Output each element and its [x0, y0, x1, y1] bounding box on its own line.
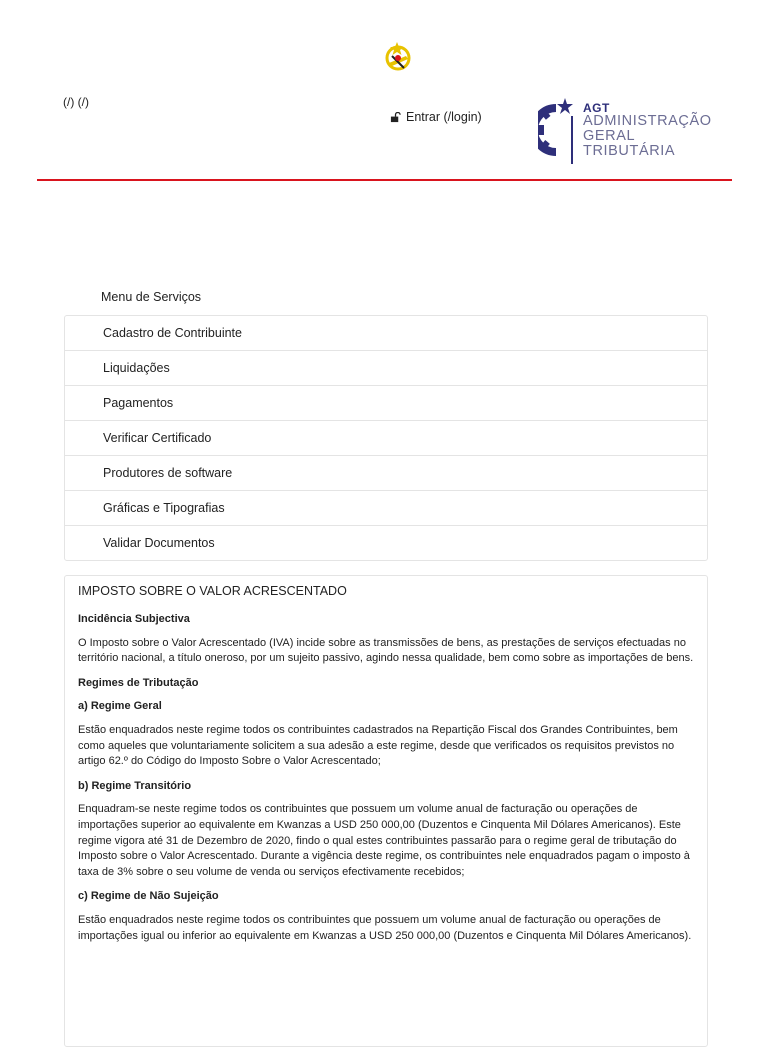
menu-item-produtores-software[interactable]: Produtores de software [65, 456, 707, 491]
logo-line-1: ADMINISTRAÇÃO [583, 112, 712, 129]
menu-item-validar-documentos[interactable]: Validar Documentos [103, 536, 215, 550]
menu-title: Menu de Serviços [101, 290, 202, 304]
regimes-heading: Regimes de Tributação [78, 676, 199, 689]
iva-article-panel [64, 575, 708, 1047]
agt-logo [538, 94, 712, 166]
article-body [65, 606, 707, 944]
header-divider [37, 179, 732, 181]
regime-a-heading: a) Regime Geral [78, 700, 162, 713]
menu-item-graficas-tipografias[interactable]: Gráficas e Tipografias [65, 491, 707, 526]
article-title: IMPOSTO SOBRE O VALOR ACRESCENTADO [78, 584, 347, 598]
menu-item-pagamentos[interactable]: Pagamentos [65, 386, 707, 421]
regime-b-heading: b) Regime Transitório [78, 779, 192, 792]
angola-emblem-icon [382, 36, 414, 76]
home-links[interactable]: (/) (/) [63, 95, 89, 109]
regime-c-heading: c) Regime de Não Sujeição [78, 890, 219, 903]
unlock-icon [390, 112, 401, 123]
regime-a-text: Estão enquadrados neste regime todos os contribuintes cadastrados na Repartição Fiscal dos Grandes Contribuintes, bem como aqueles que voluntariamente solicitem a sua adesão a este regime, desde que verificados os requisitos previstos no artigo 62.º do Código do Imposto Sobre o Valor Acrescentado; [78, 723, 678, 768]
logo-line-2: GERAL [583, 127, 636, 144]
regime-b-text: Enquadram-se neste regime todos os contribuintes que possuem um volume anual de facturação ou operações de importações superior ao equivalente em Kwanzas a USD 250 000,00 (Duzentos e Cinquenta Mil Dólares Americanos). Este regime vigora até 31 de Dezembro de 2020, findo o qual estes contribuintes passarão para o regime geral de tributação do Imposto sobre o Valor Acrescentado. Durante a vigência deste regime, os contribuintes nele enquadrados pagam o imposto à taxa de 3% sobre o seu volume de venda ou serviços efectivamente recebidos; [78, 803, 690, 878]
menu-item-cadastro[interactable]: Cadastro de Contribuinte [65, 316, 707, 351]
login-link[interactable] [390, 110, 482, 124]
logo-line-3: TRIBUTÁRIA [583, 142, 676, 159]
services-menu [64, 315, 708, 561]
incidencia-text: O Imposto sobre o Valor Acrescentado (IVA) incide sobre as transmissões de bens, as prestações de serviços efectuadas no território nacional, a título oneroso, por um sujeito passivo, agindo nessa qualidade, bem como sobre as importações de bens. [78, 636, 694, 665]
login-label: Entrar (/login) [406, 110, 482, 124]
regime-c-text: Estão enquadrados neste regime todos os contribuintes que possuem um volume anual de facturação ou operações de importações igual ou inferior ao equivalente em Kwanzas a USD 250 000,00 (Duzentos e Cinquenta Mil Dólares Americanos). [78, 913, 692, 942]
menu-item-liquidacoes[interactable]: Liquidações [65, 351, 707, 386]
agt-gear-icon [538, 94, 578, 166]
incidencia-heading: Incidência Subjectiva [78, 613, 190, 625]
logo-abbr: AGT [583, 100, 610, 115]
menu-item-verificar-certificado[interactable]: Verificar Certificado [65, 421, 707, 456]
